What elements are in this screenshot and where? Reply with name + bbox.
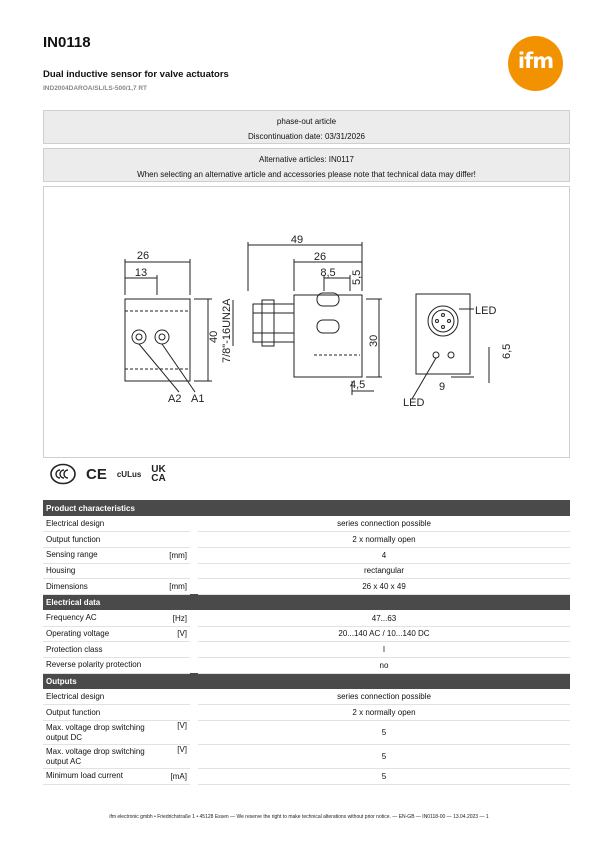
- discontinuation-date: Discontinuation date: 03/31/2026: [248, 132, 365, 141]
- product-subtitle: Dual inductive sensor for valve actuators: [43, 69, 229, 80]
- dim-5-5-side: 5,5: [351, 269, 363, 285]
- ccc-icon: [50, 463, 76, 485]
- table-row: Operating voltage [V] 20...140 AC / 10...140 DC: [43, 626, 570, 642]
- table-row: Electrical design series connection possible: [43, 689, 570, 705]
- table-row: Max. voltage drop switching output AC [V] 5: [43, 745, 570, 769]
- ifm-logo: [508, 36, 563, 91]
- table-row: Frequency AC [Hz] 47...63: [43, 610, 570, 626]
- table-row: Dimensions [mm] 26 x 40 x 49: [43, 579, 570, 595]
- product-code: IND2004DAROA/SL/LS-500/1,7 RT: [43, 85, 148, 92]
- dim-40-front: 40: [208, 330, 220, 343]
- table-row: Protection class I: [43, 642, 570, 658]
- alternatives-note: When selecting an alternative article and accessories please note that technical data may differ!: [137, 170, 476, 179]
- phase-out-label: phase-out article: [276, 117, 337, 126]
- section-header-outputs: [43, 673, 570, 689]
- alternatives-notice: [43, 148, 570, 182]
- page-number: 1: [485, 814, 489, 820]
- dim-8-5-side: 8,5: [320, 267, 336, 279]
- alternative-articles-link[interactable]: Alternative articles: IN0117: [258, 155, 354, 164]
- certification-marks: [50, 461, 166, 487]
- table-row: Sensing range [mm] 4: [43, 547, 570, 563]
- ukca-top: UK: [151, 464, 166, 475]
- table-row: Electrical design series connection possible: [43, 516, 570, 532]
- phase-out-notice: [43, 110, 570, 144]
- page-footer: [0, 814, 598, 820]
- table-row: Reverse polarity protection no: [43, 658, 570, 674]
- dim-26-side: 26: [313, 251, 327, 263]
- ce-mark-icon: CE: [86, 465, 107, 483]
- section-header-electrical: [43, 594, 570, 610]
- dim-6-5-connector: 6,5: [501, 343, 513, 359]
- technical-data-table: [43, 500, 570, 785]
- section-header-product: [43, 500, 570, 516]
- label-a2: A2: [168, 393, 182, 405]
- table-row: Output function 2 x normally open: [43, 532, 570, 548]
- dim-4-5-side: 4,5: [350, 379, 366, 391]
- side-view-body: [294, 295, 362, 377]
- section-title: Electrical data: [43, 594, 570, 610]
- led-label-top: LED: [475, 305, 497, 317]
- footer-text: ifm electronic gmbh • Friedrichstraße 1 • 45128 Essen — We reserve the right to make technical alterations without prior notice. — EN-GB — IN0118-00 — 13.04.2023 —: [109, 814, 485, 820]
- thread-label: 7/8"-16UN2A: [221, 298, 233, 363]
- dimension-drawing: [44, 187, 571, 459]
- table-row: Minimum load current [mA] 5: [43, 769, 570, 785]
- page-title: IN0118: [43, 34, 91, 51]
- led-label-bottom: LED: [403, 397, 425, 409]
- table-row: Max. voltage drop switching output DC [V] 5: [43, 721, 570, 745]
- cul-us-listed-icon: cULus: [116, 469, 142, 479]
- table-row: Output function 2 x normally open: [43, 705, 570, 721]
- ukca-mark-icon: [151, 465, 165, 483]
- section-title: Product characteristics: [43, 500, 570, 516]
- dim-30-side: 30: [368, 334, 380, 347]
- section-title: Outputs: [43, 673, 570, 689]
- technical-drawing: [43, 186, 570, 458]
- logo-text: ifm: [517, 49, 554, 73]
- dim-9-connector: 9: [439, 381, 446, 393]
- dim-49-side: 49: [290, 234, 304, 246]
- label-a1: A1: [191, 393, 205, 405]
- ukca-bottom: CA: [151, 473, 166, 484]
- dim-26-front: 26: [136, 250, 150, 262]
- table-row: Housing rectangular: [43, 563, 570, 579]
- dim-13-front: 13: [134, 267, 148, 279]
